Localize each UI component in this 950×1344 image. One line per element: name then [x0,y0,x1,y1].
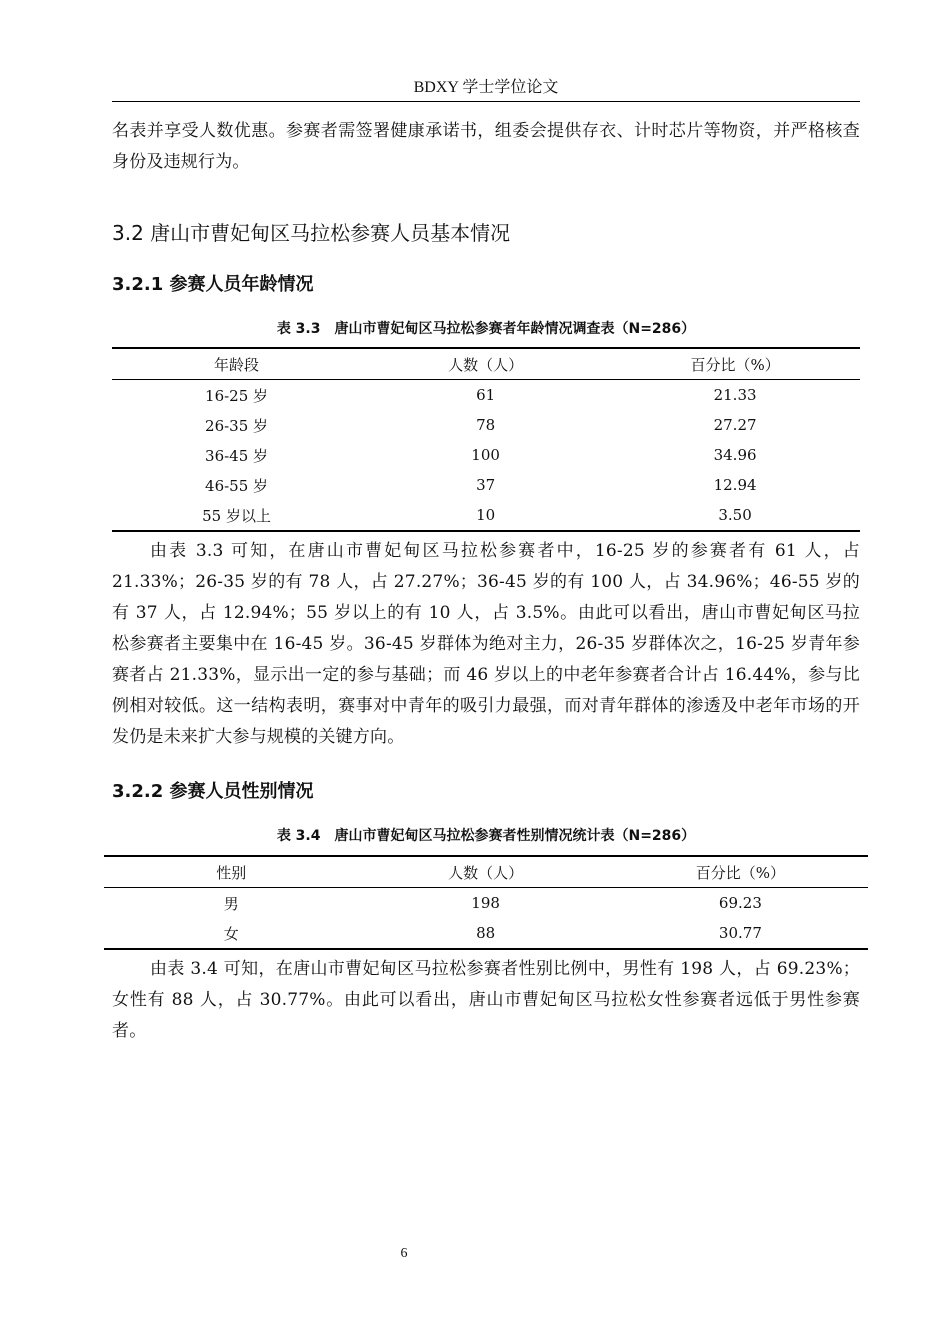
table-row [112,440,860,470]
table-cell: 21.33 [713,386,757,404]
table-row [112,410,860,440]
table-cell: 46-55 岁 [205,476,269,495]
table-row [104,918,868,949]
table-cell: 30.77 [718,924,762,942]
section-heading: 3.2 唐山市曹妃甸区马拉松参赛人员基本情况 [112,221,511,245]
column-header: 百分比（%） [695,863,786,882]
paragraph-age-analysis: 由表 3.3 可知，在唐山市曹妃甸区马拉松参赛者中，16-25 岁的参赛者有 61 人，占 21.33%；26-35 岁的有 78 人，占 27.27%；36-45 岁的有 100 人，占 34.96%；46-55 岁的有 37 人，占 12.94%；55 岁以上的有 10 人，占 3.5%。由此可以看出，唐山市曹妃甸区马拉松参赛者主要集中在 16-45 岁。36-45 岁群体为绝对主力，26-35 岁群体次之，16-25 岁青年参赛者占 21.33%，显示出一定的参与基础；而 46 岁以上的中老年参赛者合计占 16.44%，参与比例相对较低。这一结构表明，赛事对中青年的吸引力最强，而对青年群体的渗透及中老年市场的开发仍是未来扩大参与规模的关键方向。 [112,541,860,747]
table-row [112,470,860,500]
column-header: 人数（人） [448,863,524,882]
age-table [112,347,860,532]
column-header: 百分比（%） [690,355,780,374]
table-cell: 10 [476,506,496,524]
table-cell: 34.96 [713,446,757,464]
paragraph-gender-analysis: 由表 3.4 可知，在唐山市曹妃甸区马拉松参赛者性别比例中，男性有 198 人，占 69.23%；女性有 88 人，占 30.77%。由此可以看出，唐山市曹妃甸区马拉松女性参赛者远低于男性参赛者。 [112,959,860,1041]
subsection-heading-age: 3.2.1 参赛人员年龄情况 [112,274,314,295]
table-cell: 37 [476,476,496,494]
table-cell: 61 [476,386,496,404]
table-cell: 78 [476,416,496,434]
column-header: 人数（人） [448,355,524,374]
table-cell: 88 [476,924,496,942]
table-row [112,500,860,531]
subsection-heading-gender: 3.2.2 参赛人员性别情况 [112,781,314,802]
table-cell: 198 [471,894,500,912]
table-row [104,888,868,919]
column-header: 性别 [216,863,247,882]
table-cell: 3.50 [718,506,752,524]
table-header-row [104,856,868,888]
table-caption-gender: 表 3.4 唐山市曹妃甸区马拉松参赛者性别情况统计表（N=286） [276,828,696,844]
table-cell: 女 [223,924,239,943]
table-caption-age: 表 3.3 唐山市曹妃甸区马拉松参赛者年龄情况调查表（N=286） [276,321,696,337]
table-cell: 27.27 [713,416,757,434]
table-cell: 55 岁以上 [202,506,271,525]
header-divider [112,101,860,102]
gender-table [104,855,868,950]
table-cell: 12.94 [713,476,757,494]
table-cell: 16-25 岁 [205,386,269,405]
table-header-row [112,348,860,380]
table-cell: 26-35 岁 [205,416,269,435]
table-cell: 69.23 [718,894,762,912]
table-cell: 100 [471,446,500,464]
table-row [112,380,860,411]
table-cell: 36-45 岁 [205,446,269,465]
table-cell: 男 [223,894,239,913]
running-header: BDXY 学士学位论文 [413,79,559,96]
page-number: 6 [400,1246,408,1261]
paragraph-continued: 名表并享受人数优惠。参赛者需签署健康承诺书，组委会提供存衣、计时芯片等物资，并严格核查身份及违规行为。 [112,121,860,172]
column-header: 年龄段 [214,355,260,374]
